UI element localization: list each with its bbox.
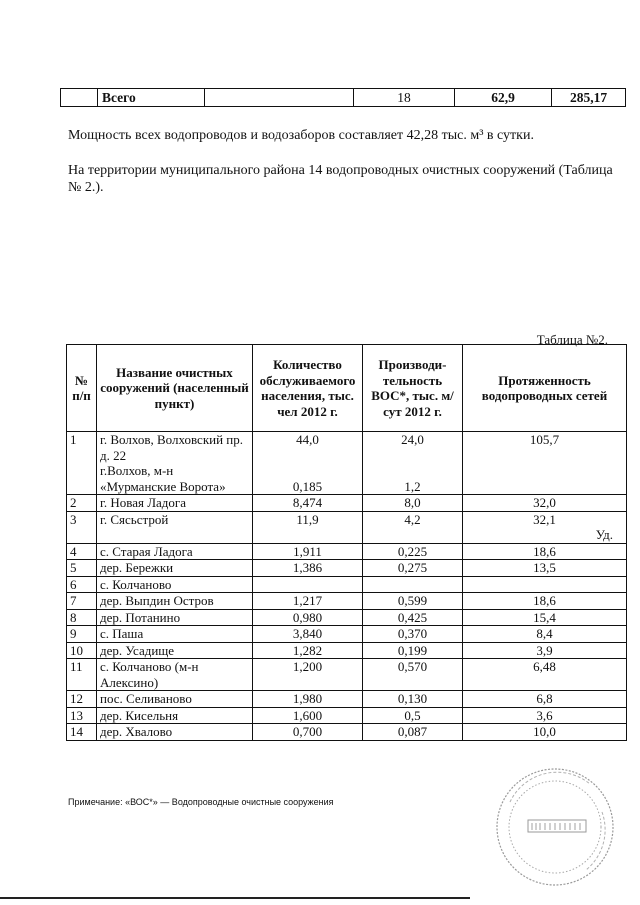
row-number: 6 — [67, 576, 97, 593]
row-length: 32,0 — [463, 495, 627, 512]
row-name-part: г. Волхов, Волховский пр. д. 22 — [100, 432, 244, 463]
row-name: дер. Усадище — [97, 642, 253, 659]
row-productivity: 4,2 — [363, 511, 463, 543]
row-productivity: 8,0 — [363, 495, 463, 512]
table-row — [67, 659, 627, 691]
table-header-row — [67, 345, 627, 432]
table-row — [67, 626, 627, 643]
row-name: дер. Кисельня — [97, 707, 253, 724]
header-length: Протяженность водопроводных сетей — [463, 345, 627, 432]
row-productivity — [363, 576, 463, 593]
table-row — [67, 560, 627, 577]
summary-table — [60, 88, 626, 107]
table-row — [67, 576, 627, 593]
row-number: 4 — [67, 543, 97, 560]
table-row — [67, 495, 627, 512]
row-length: 105,7 — [463, 432, 627, 495]
row-population — [253, 576, 363, 593]
row-length-part: 32,1 — [533, 511, 556, 527]
row-length: 3,9 — [463, 642, 627, 659]
facilities-table — [66, 344, 627, 741]
table-row — [67, 691, 627, 708]
row-population: 0,700 — [253, 724, 363, 741]
row-productivity: 0,425 — [363, 609, 463, 626]
facilities-paragraph: На территории муниципального района 14 водопроводных очистных сооружений (Таблица № 2.). — [68, 163, 613, 195]
table-row — [67, 724, 627, 741]
row-length: 10,0 — [463, 724, 627, 741]
row-productivity: 0,599 — [363, 593, 463, 610]
header-population: Количество обслуживаемого населения, тыс. чел 2012 г. — [253, 345, 363, 432]
bottom-rule — [0, 897, 470, 899]
table-row — [67, 511, 627, 543]
row-productivity: 0,570 — [363, 659, 463, 691]
row-productivity: 0,199 — [363, 642, 463, 659]
row-population: 1,911 — [253, 543, 363, 560]
row-number: 9 — [67, 626, 97, 643]
row-population: 1,282 — [253, 642, 363, 659]
table-row — [67, 432, 627, 495]
row-number: 8 — [67, 609, 97, 626]
row-length: 18,6 — [463, 593, 627, 610]
summary-value2: 285,17 — [552, 89, 626, 107]
row-length — [463, 576, 627, 593]
row-length: 15,4 — [463, 609, 627, 626]
footnote: Примечание: «ВОС*» — Водопроводные очистные сооружения — [68, 797, 334, 807]
row-length-unit: Уд. — [595, 527, 613, 542]
summary-row — [61, 89, 626, 107]
row-length — [463, 511, 627, 543]
row-name: дер. Бережки — [97, 560, 253, 577]
row-productivity: 0,225 — [363, 543, 463, 560]
row-name: г. Новая Ладога — [97, 495, 253, 512]
table-row — [67, 543, 627, 560]
row-population: 1,217 — [253, 593, 363, 610]
row-name-part: г.Волхов, м-н «Мурманские Ворота» — [100, 463, 226, 494]
row-population: 1,386 — [253, 560, 363, 577]
row-number: 14 — [67, 724, 97, 741]
row-productivity: 0,5 — [363, 707, 463, 724]
row-number: 10 — [67, 642, 97, 659]
round-seal-stamp-icon — [490, 762, 620, 892]
table-row — [67, 707, 627, 724]
row-productivity: 0,275 — [363, 560, 463, 577]
row-number: 2 — [67, 495, 97, 512]
row-population: 1,980 — [253, 691, 363, 708]
row-name: с. Старая Ладога — [97, 543, 253, 560]
summary-empty-cell-2 — [205, 89, 354, 107]
row-number: 11 — [67, 659, 97, 691]
row-name: дер. Выпдин Остров — [97, 593, 253, 610]
row-population-part: 0,185 — [292, 478, 323, 494]
row-productivity — [363, 432, 463, 495]
table-row — [67, 609, 627, 626]
summary-value1: 62,9 — [455, 89, 552, 107]
header-name: Название очистных сооружений (населенный пункт) — [97, 345, 253, 432]
row-population: 8,474 — [253, 495, 363, 512]
row-productivity: 0,370 — [363, 626, 463, 643]
row-population: 1,200 — [253, 659, 363, 691]
table-row — [67, 593, 627, 610]
row-length: 18,6 — [463, 543, 627, 560]
row-number: 1 — [67, 432, 97, 495]
row-name: с. Паша — [97, 626, 253, 643]
row-number: 5 — [67, 560, 97, 577]
row-productivity: 0,130 — [363, 691, 463, 708]
row-population-part: 44,0 — [296, 432, 319, 447]
row-productivity: 0,087 — [363, 724, 463, 741]
row-name: пос. Селиваново — [97, 691, 253, 708]
row-length: 6,8 — [463, 691, 627, 708]
capacity-paragraph: Мощность всех водопроводов и водозаборов составляет 42,28 тыс. м³ в сутки. — [68, 128, 534, 143]
row-length: 8,4 — [463, 626, 627, 643]
row-population: 1,600 — [253, 707, 363, 724]
header-number: № п/п — [67, 345, 97, 432]
row-population: 3,840 — [253, 626, 363, 643]
table-title: Таблица №2. — [536, 332, 608, 347]
row-number: 7 — [67, 593, 97, 610]
summary-label: Всего — [98, 89, 205, 107]
table-row — [67, 642, 627, 659]
row-name — [97, 432, 253, 495]
row-number: 13 — [67, 707, 97, 724]
spacer — [366, 448, 459, 479]
row-number: 12 — [67, 691, 97, 708]
row-length: 6,48 — [463, 659, 627, 691]
row-name: г. Сясьстрой — [97, 511, 253, 543]
row-name: дер. Потанино — [97, 609, 253, 626]
row-length: 13,5 — [463, 560, 627, 577]
row-name: дер. Хвалово — [97, 724, 253, 741]
row-name: с. Колчаново (м-н Алексино) — [97, 659, 253, 691]
row-population — [253, 432, 363, 495]
row-productivity-part: 1,2 — [404, 478, 421, 494]
row-name: с. Колчаново — [97, 576, 253, 593]
spacer — [256, 448, 359, 479]
summary-empty-cell — [61, 89, 98, 107]
row-productivity-part: 24,0 — [401, 432, 424, 447]
row-length: 3,6 — [463, 707, 627, 724]
row-population: 11,9 — [253, 511, 363, 543]
row-population: 0,980 — [253, 609, 363, 626]
summary-count: 18 — [354, 89, 455, 107]
row-number: 3 — [67, 511, 97, 543]
header-productivity: Производи-тельность ВОС*, тыс. м/сут 2012 г. — [363, 345, 463, 432]
